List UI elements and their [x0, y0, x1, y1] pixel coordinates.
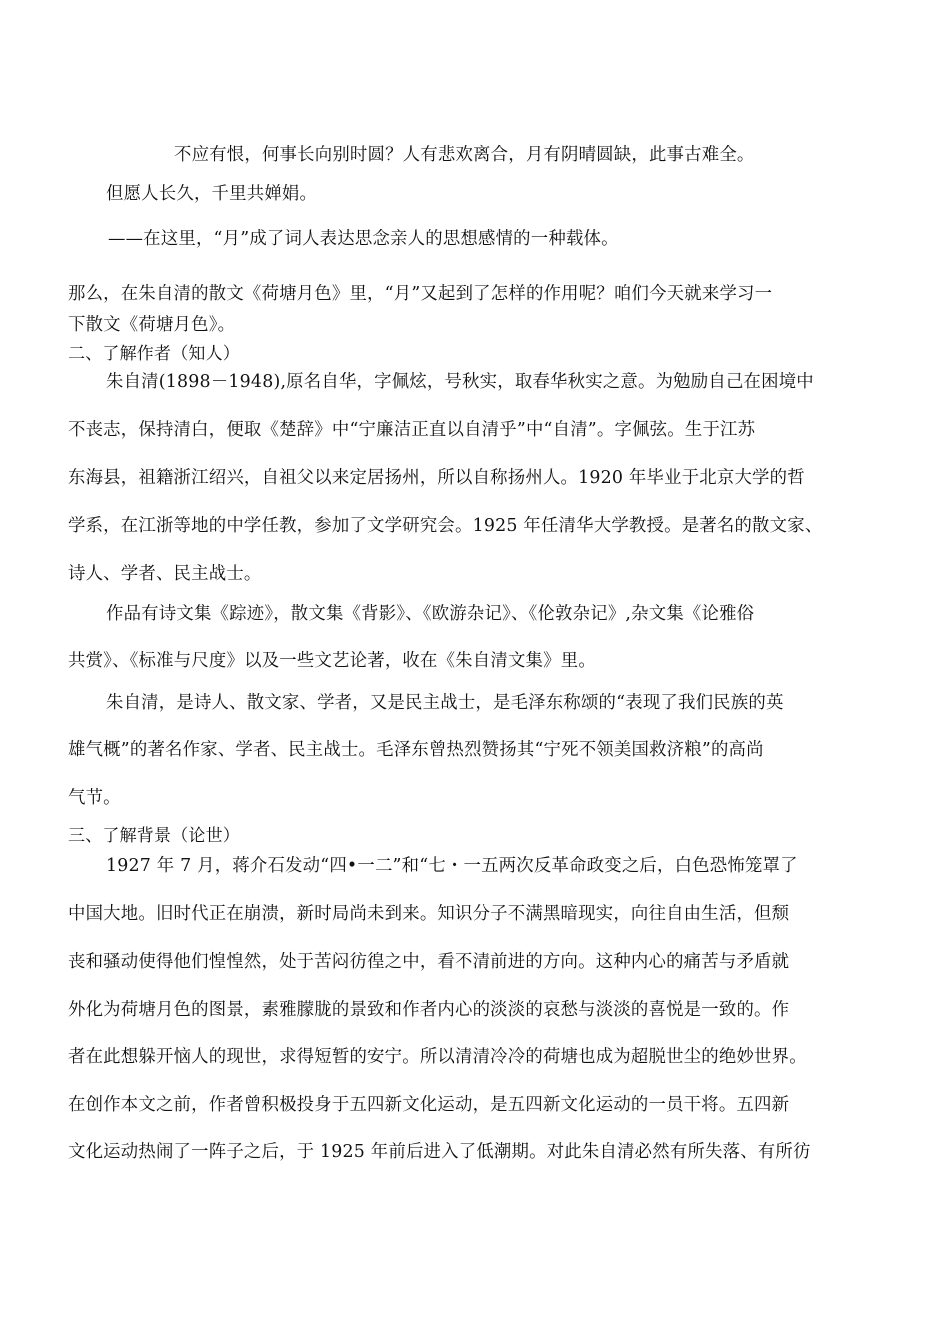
paragraph-line: 1927 年 7 月，蒋介石发动“四•一二”和“七・一五两次反革命政变之后，白色恐怖笼罩了 — [106, 856, 798, 876]
paragraph-line: 共赏》、《标准与尺度》以及一些文艺论著，收在《朱自清文集》里。 — [68, 651, 596, 671]
paragraph-line: 东海县，祖籍浙江绍兴，自祖父以来定居扬州，所以自称扬州人。1920 年毕业于北京大学的哲 — [68, 468, 805, 488]
poem-line: 但愿人长久，千里共婵娟。 — [106, 184, 318, 204]
section-heading-background: 三、了解背景（论世） — [68, 826, 240, 846]
paragraph-line: 作品有诗文集《踪迹》，散文集《背影》、《欧游杂记》、《伦敦杂记》,杂文集《论雅俗 — [106, 604, 755, 624]
poem-line: 不应有恨，何事长向别时圆？人有悲欢离合，月有阴晴圆缺，此事古难全。 — [174, 145, 755, 165]
paragraph-line: 外化为荷塘月色的图景，素雅朦胧的景致和作者内心的淡淡的哀愁与淡淡的喜悦是一致的。作 — [68, 1000, 790, 1020]
paragraph-line: 朱自清(1898－1948),原名自华，字佩炫，号秋实，取春华秋实之意。为勉励自己在困境中 — [106, 372, 814, 392]
paragraph-line: 在创作本文之前，作者曾积极投身于五四新文化运动，是五四新文化运动的一员干将。五四新 — [68, 1095, 790, 1115]
paragraph-line: 雄气概”的著名作家、学者、民主战士。毛泽东曾热烈赞扬其“宁死不领美国救济粮”的高尚 — [68, 740, 764, 760]
paragraph-line: 气节。 — [68, 788, 121, 808]
paragraph-line: 中国大地。旧时代正在崩溃，新时局尚未到来。知识分子不满黑暗现实，向往自由生活，但颓 — [68, 904, 790, 924]
paragraph-line: 文化运动热闹了一阵子之后，于 1925 年前后进入了低潮期。对此朱自清必然有所失落、有所彷 — [68, 1142, 811, 1162]
paragraph-line: 朱自清，是诗人、散文家、学者，又是民主战士，是毛泽东称颂的“表现了我们民族的英 — [106, 693, 784, 713]
paragraph-line: 者在此想躲开恼人的现世，求得短暂的安宁。所以清清冷冷的荷塘也成为超脱世尘的绝妙世界。 — [68, 1047, 807, 1067]
section-heading-author: 二、了解作者（知人） — [68, 344, 240, 364]
paragraph-line: 学系，在江浙等地的中学任教，参加了文学研究会。1925 年任清华大学教授。是著名的散文家、 — [68, 516, 823, 536]
paragraph-line: 丧和骚动使得他们惶惶然，处于苦闷彷徨之中，看不清前进的方向。这种内心的痛苦与矛盾就 — [68, 952, 790, 972]
intro-line: 下散文《荷塘月色》。 — [68, 315, 236, 335]
intro-line: 那么，在朱自清的散文《荷塘月色》里，“月”又起到了怎样的作用呢？咱们今天就来学习一 — [68, 284, 773, 304]
paragraph-line: 诗人、学者、民主战士。 — [68, 564, 262, 584]
poem-note: ——在这里，“月”成了词人表达思念亲人的思想感情的一种载体。 — [108, 229, 619, 249]
paragraph-line: 不丧志，保持清白，便取《楚辞》中“宁廉洁正直以自清乎”中“自清”。字佩弦。生于江苏 — [68, 420, 756, 440]
